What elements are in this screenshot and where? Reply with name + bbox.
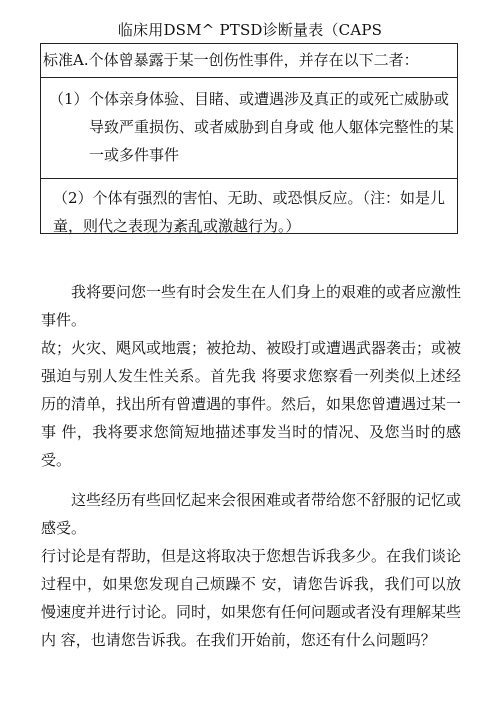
criteria-item-1 bbox=[49, 85, 461, 169]
paragraph-examples: 故；火灾、飓风或地震；被抢劫、被殴打或遭遇武器袭击；或被强迫与别人发生性关系。首先我 将要求您察看一列类似上述经历的清单，找出所有曾遭遇的事件。然后，如果您曾遭遇过某一事 件，我将要求您简短地描述事发当时的情况、及您当时的感受。 bbox=[41, 339, 462, 469]
criteria-item-1-number: （1） bbox=[49, 90, 89, 108]
document-title: 临床用DSM^ PTSD诊断量表（CAPS bbox=[117, 21, 383, 39]
criteria-table bbox=[40, 43, 458, 234]
criteria-item-2 bbox=[43, 184, 455, 240]
criteria-divider bbox=[41, 178, 457, 179]
paragraph-memories: 这些经历有些回忆起来会很困难或者带给您不舒服的记忆或感受。 bbox=[41, 491, 462, 537]
instructions-body bbox=[41, 278, 461, 654]
paragraph-intro: 我将要问您一些有时会发生在人们身上的艰难的或者应激性事件。 bbox=[41, 283, 462, 329]
criteria-header: 标准A.个体曾暴露于某一创伤性事件，并存在以下二者： bbox=[41, 44, 457, 78]
criteria-item-1-text: 个体亲身体验、目睹、或遭遇涉及真正的或死亡威胁或导致严重损伤、或者威胁到自身或 他人躯体完整性的某一或多件事件 bbox=[89, 90, 454, 164]
paragraph-discussion: 行讨论是有帮助，但是这将取决于您想告诉我多少。在我们谈论过程中，如果您发现自己烦躁不 安，请您告诉我，我们可以放慢速度并进行讨论。同时，如果您有任何问题或者没有理解某些内 容，也请您告诉我。在我们开始前，您还有什么问题吗？ bbox=[41, 547, 462, 649]
criteria-item-2-text: （2）个体有强烈的害怕、无助、或恐惧反应。（注：如是儿童，则代之表现为紊乱或激越行为。） bbox=[53, 189, 446, 235]
